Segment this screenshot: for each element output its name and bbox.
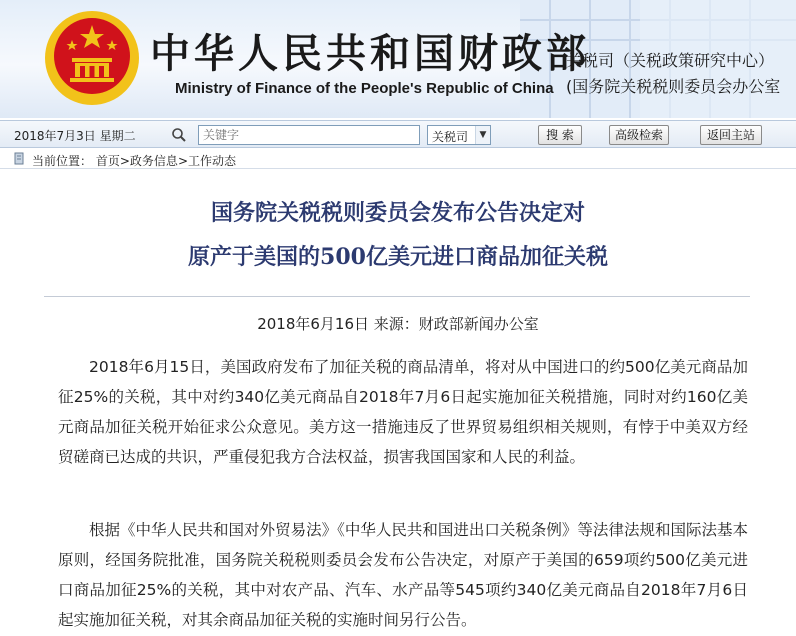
article-meta: 2018年6月16日 来源：财政部新闻办公室 <box>257 315 539 333</box>
search-icon <box>170 126 188 144</box>
article-paragraph: 根据《中华人民共和国对外贸易法》《中华人民共和国进出口关税条例》等法律法规和国际法基本原则，经国务院批准，国务院关税税则委员会发布公告决定，对原产于美国的659项约500亿美元进口商品加征25%的关税，其中对农产品、汽车、水产品等545项约340亿美元商品自2018年7月6日起实施加征关税，对其余商品加征关税的实施时间另行公告。 <box>58 521 748 629</box>
breadcrumb-home[interactable]: 首页 <box>95 154 120 168</box>
national-emblem-icon <box>42 8 142 108</box>
search-input[interactable] <box>198 125 420 145</box>
advanced-search-button[interactable]: 高级检索 <box>609 125 669 145</box>
breadcrumb-separator: > <box>177 154 188 168</box>
site-title-en: Ministry of Finance of the People's Republic of China <box>175 80 554 97</box>
department-name: 关税司（关税政策研究中心） <box>566 51 775 70</box>
breadcrumb-label: 当前位置： <box>32 154 93 168</box>
article-title-line1: 国务院关税税则委员会发布公告决定对 <box>210 200 585 226</box>
toolbar <box>0 120 796 148</box>
current-date: 2018年7月3日 星期二 <box>14 129 136 143</box>
location-icon <box>13 152 25 165</box>
site-header <box>0 0 796 118</box>
select-value: 关税司 <box>432 130 469 144</box>
title-divider <box>44 296 750 297</box>
article-title-line2: 原产于美国的500亿美元进口商品加征关税 <box>188 244 608 270</box>
breadcrumb-trail <box>32 152 236 169</box>
article-paragraph: 2018年6月15日，美国政府发布了加征关税的商品清单，将对从中国进口的约500亿美元商品加征25%的关税，其中对约340亿美元商品自2018年7月6日起实施加征关税措施，同时对约160亿美元商品加征关税开始征求公众意见。美方这一措施违反了世界贸易组织相关规则，有悖于中美双方经贸磋商已达成的共识，严重侵犯我方合法权益，损害我国国家和人民的利益。 <box>58 358 748 466</box>
back-to-main-site-button[interactable]: 返回主站 <box>700 125 762 145</box>
site-title-cn: 中华人民共和国财政部 <box>150 30 590 77</box>
breadcrumb-gov-info[interactable]: 政务信息 <box>129 154 178 168</box>
breadcrumb-separator: > <box>119 154 130 168</box>
search-button[interactable]: 搜 索 <box>538 125 582 145</box>
breadcrumb <box>0 149 796 169</box>
department-subname: (国务院关税税则委员会办公室 <box>566 77 781 96</box>
chevron-down-icon: ▼ <box>475 126 490 144</box>
department-select[interactable] <box>427 125 491 145</box>
breadcrumb-work-news[interactable]: 工作动态 <box>188 154 237 168</box>
